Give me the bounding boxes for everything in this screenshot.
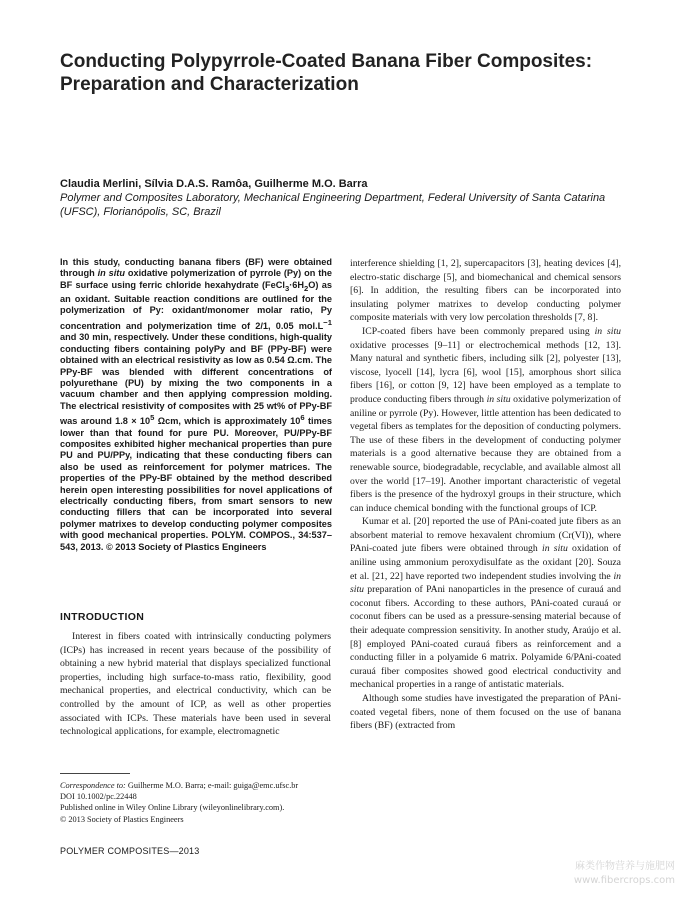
correspondence-note: Correspondence to: Guilherme M.O. Barra; e-mail: guiga@emc.ufsc.br [60,781,299,790]
affiliation: Polymer and Composites Laboratory, Mechanical Engineering Department, Federal University of Santa Catarina (UFSC), Florianópolis, SC, Brazil [60,192,606,218]
right-column-body [350,257,621,733]
published-note: Published online in Wiley Online Library (wileyonlinelibrary.com). [60,803,285,813]
section-heading-introduction: INTRODUCTION [60,611,145,623]
footnotes [60,780,335,825]
author-list: Claudia Merlini, Sílvia D.A.S. Ramôa, Guilherme M.O. Barra [60,178,368,190]
footnote-divider [60,773,130,774]
copyright-note: © 2013 Society of Plastics Engineers [60,814,184,824]
intro-paragraph: Interest in fibers coated with intrinsically conducting polymers (ICPs) has increased in recent years because of the possibility of obtaining a new hybrid material that displays specialized functional properties, including high surface-to-mass ratio, flexibility, good mechanical properties, and electrical conductivity, which can be controlled by the amount of ICP, as well as other properties associated with ICPs. These materials have been used in several technological applications, for example, electromagnetic [60,631,331,738]
doi-note: DOI 10.1002/pc.22448 [60,792,137,802]
paragraph: Although some studies have investigated the preparation of PAni-coated vegetal fibers, none of them focused on the use of banana fibers (BF) (extracted from [350,693,621,732]
paragraph: Kumar et al. [20] reported the use of PAni-coated jute fibers as an absorbent material to remove hexavalent chromium (Cr(VI)), where PAni-coated jute fibers were obtained through in situ oxidation of aniline using ammonium peroxydisulfate as the oxidant [20]. Souza et al. [21, 22] have reported two independent studies involving the in situ preparation of PAni nanoparticles in the presence of curauá and coconut fibers. According to these authors, PAni-coated curauá or coconut fibers can be used as a pressure-sensing material because of their adequate compression sensitivity. In another study, Araújo et al. [8] employed PAni-coated curauá fibers as reinforcement and a conducting filler in a polyamide 6 matrix. Polyamide 6/PAni-coated curauá fiber composites showed good electrical conductivity and mechanical properties in a range of antistatic materials. [350,516,621,691]
journal-footer: POLYMER COMPOSITES—2013 [60,846,200,856]
abstract: In this study, conducting banana fibers (BF) were obtained through in situ oxidative polymerization of pyrrole (Py) on the BF surface using ferric chloride hexahydrate $(FeCl_3\cdot 6H_2O)$ as an oxidant. Suitable reaction conditions are outlined for the polymerization of Py: oxidant/monomer molar ratio, Py concentration and polymerization time of 2/1, 0.05 $mol.L^{-1}$ and 30 min, respectively. Under these conditions, high-quality conducting fibers containing polyPy and BF (PPy-BF) were obtained with an electrical resistivity as low as 0.54 Ω.cm. The PPy-BF was blended with different concentrations of polyurethane (PU) by mixing the two components in a vacuum chamber and then applying compression molding. The electrical resistivity of composites with 25 wt% of PPy-BF was around $1.8 \times 10^5$ Ωcm, which is approximately $10^6$ times lower than that found for pure PU. Moreover, PU/PPy-BF composites exhibited higher mechanical properties than pure PU and PU/PPy, indicating that these conducting fibers can also be used as reinforcement for polymer matrices. The properties of the PPy-BF obtained by the method described herein open interesting possibilities for novel applications of electrically conducting fibers, from smart sensors to new conducting fillers that can be incorporated into several polymer matrixes to develop conducting polymer composites with good mechanical properties. POLYM. COMPOS., 34:537–543, 2013. © 2013 Society of Plastics Engineers [60,257,332,552]
paragraph: ICP-coated fibers have been commonly prepared using in situ oxidative processes [9–11] or electrochemical methods [12, 13]. Many natural and synthetic fibers, including silk [2], polyester [13], viscose, lyocell [14], lycra [6], wool [15], amorphous short silica fibers [16], or cotton [9, 12] have been employed as a template to produce conducting fibers through in situ oxidative polymerization of aniline or pyrrole (Py). However, little attention has been dedicated to vegetal fibers as templates for the deposition of conducting polymers. The use of these fibers in the development of conducting polymer materials is a good alternative because they are obtained from a renewable source, biodegradable, recyclable, and available almost all over the world [17–19]. Another important characteristic of vegetal fibers is the presence of the hydroxyl groups in their structure, which can induce chemical bonding with the functional groups of ICP. [350,325,621,514]
paragraph-continued: interference shielding [1, 2], supercapacitors [3], heating devices [4], electro-static discharge [5], and biomechanical and chemical sensors [6]. In addition, the resulting fibers can be incorporated into insulating polymer matrixes to develop conducting polymer composite materials with very low percolation thresholds [7, 8]. [350,258,621,324]
left-column-body [60,630,331,739]
watermark: 麻类作物营养与施肥网 www.fibercrops.com [573,861,675,886]
article-title: Conducting Polypyrrole-Coated Banana Fiber Composites: Preparation and Characterization [60,51,593,95]
